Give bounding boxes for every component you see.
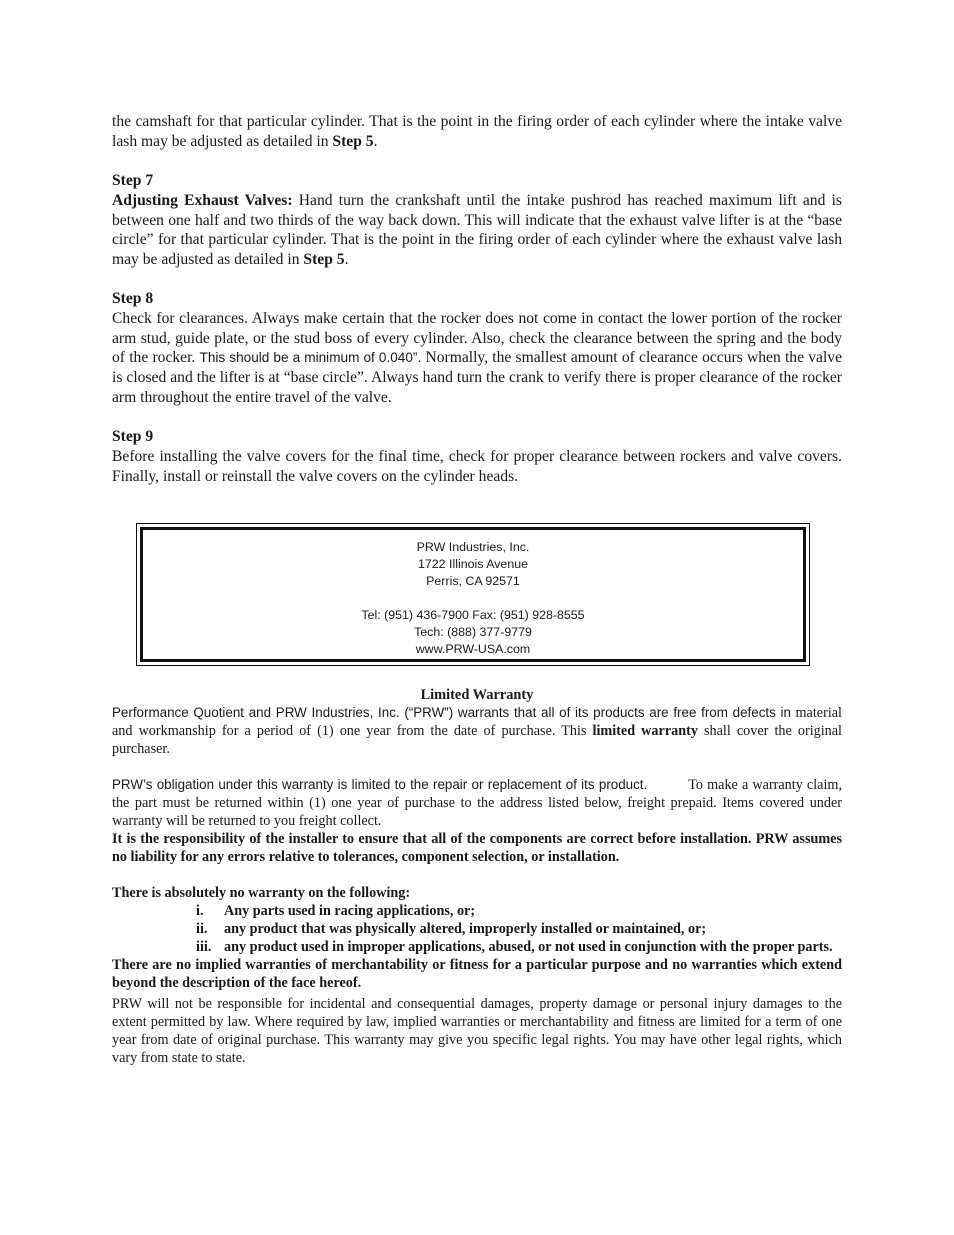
list-item-number: iii. <box>196 939 212 955</box>
list-item <box>112 938 842 956</box>
step7-title: Step 7 <box>112 172 154 190</box>
exclusion-list <box>112 902 842 956</box>
step-reference: Step 5 <box>332 132 374 150</box>
warranty-paragraph-2 <box>112 776 846 830</box>
phone-fax: Tel: (951) 436-7900 Fax: (951) 928-8555 <box>361 608 585 622</box>
step-reference: Step 5 <box>303 250 345 268</box>
warranty-p2-lead: PRW’s obligation under this warranty is limited to the repair or replacement of its product. <box>112 777 648 792</box>
warranty-p1-end: shall cover the original purchaser. <box>112 723 842 757</box>
tech-phone: Tech: (888) 377-9779 <box>414 625 532 639</box>
street-address: 1722 Illinois Avenue <box>418 557 528 571</box>
warranty-paragraph-1 <box>112 704 842 758</box>
liability-paragraph: PRW will not be responsible for incidental and consequential damages, property damage or personal injury damages to the extent permitted by law. Where required by law, implied warranties or merchantability and fitness are limited for a term of one year from date of original purchase. This warranty may give you specific legal rights. You may have other legal rights, which vary from state to state. <box>112 996 842 1066</box>
step9-title: Step 9 <box>112 428 154 446</box>
list-item <box>112 920 842 938</box>
step7-lead: Adjusting Exhaust Valves: <box>112 191 293 209</box>
website-link[interactable]: www.PRW-USA.com <box>415 642 531 656</box>
company-name: PRW Industries, Inc. <box>416 540 530 554</box>
city-address: Perris, CA 92571 <box>426 574 520 588</box>
contact-box <box>136 523 810 666</box>
warranty-p1-text: material and workmanship for a period of (1) one year from the date of purchase. This <box>112 705 842 739</box>
step8-text-end: Normally, the smallest amount of clearance occurs when the valve is closed and the lifter is at “base circle”. Always hand turn the crank to verify there is proper clearance of the rocker arm throughout the entire travel of the valve. <box>112 349 842 406</box>
step8-paragraph <box>112 309 842 408</box>
step7-text: Hand turn the crankshaft until the intake pushrod has reached maximum lift and is between one half and two thirds of the way back down. This will indicate that the exhaust valve lifter is at the “base circle” for that particular cylinder. That is the point in the firing order of each cylinder where the exhaust valve lash may be adjusted as detailed in <box>112 191 842 268</box>
list-item-number: i. <box>196 903 204 919</box>
warranty-responsibility: It is the responsibility of the installer to ensure that all of the components are correct before installation. PRW assumes no liability for any errors relative to tolerances, component selection, or installation. <box>112 831 842 865</box>
step7-paragraph <box>112 191 842 270</box>
intro-text: the camshaft for that particular cylinder. That is the point in the firing order of each cylinder where the intake valve lash may be adjusted as detailed in <box>112 113 842 150</box>
contact-box-inner <box>140 527 806 662</box>
implied-warranty-disclaimer: There are no implied warranties of merchantability or fitness for a particular purpose and no warranties which extend beyond the description of the face hereof. <box>112 957 842 991</box>
no-warranty-heading: There is absolutely no warranty on the following: <box>112 885 411 901</box>
step7-text-end: . <box>344 250 349 268</box>
intro-text-end: . <box>373 132 378 150</box>
list-item-number: ii. <box>196 921 208 937</box>
warranty-p1-bold: limited warranty <box>592 723 698 739</box>
instructions-body <box>112 112 842 486</box>
warranty-p2-text: To make a warranty claim, the part must be returned within (1) one year of purchase to the address listed below, freight prepaid. Items covered under warranty will be returned to you freight collect. <box>112 777 846 829</box>
list-item-text: any product that was physically altered, improperly installed or maintained, or; <box>224 921 707 937</box>
intro-paragraph <box>112 112 842 151</box>
step8-text: Check for clearances. Always make certain that the rocker does not come in contact the lower portion of the rocker arm stud, guide plate, or the stud boss of every cylinder. Also, check the clearance between the spring and the body of the rocker. <box>112 310 842 367</box>
warranty-section <box>112 686 846 1067</box>
step8-title: Step 8 <box>112 290 154 308</box>
list-item <box>112 902 842 920</box>
list-item-text: any product used in improper applications, abused, or not used in conjunction with the proper parts. <box>224 939 833 955</box>
warranty-p1-lead: Performance Quotient and PRW Industries, Inc. (“PRW”) warrants that all of its products are free from defects in <box>112 705 791 720</box>
list-item-text: Any parts used in racing applications, or; <box>224 903 476 919</box>
warranty-title: Limited Warranty <box>420 687 534 703</box>
step9-paragraph: Before installing the valve covers for the final time, check for proper clearance between rockers and valve covers. Finally, install or reinstall the valve covers on the cylinder heads. <box>112 447 842 485</box>
step8-minimum-note: This should be a minimum of 0.040”. <box>199 350 422 366</box>
